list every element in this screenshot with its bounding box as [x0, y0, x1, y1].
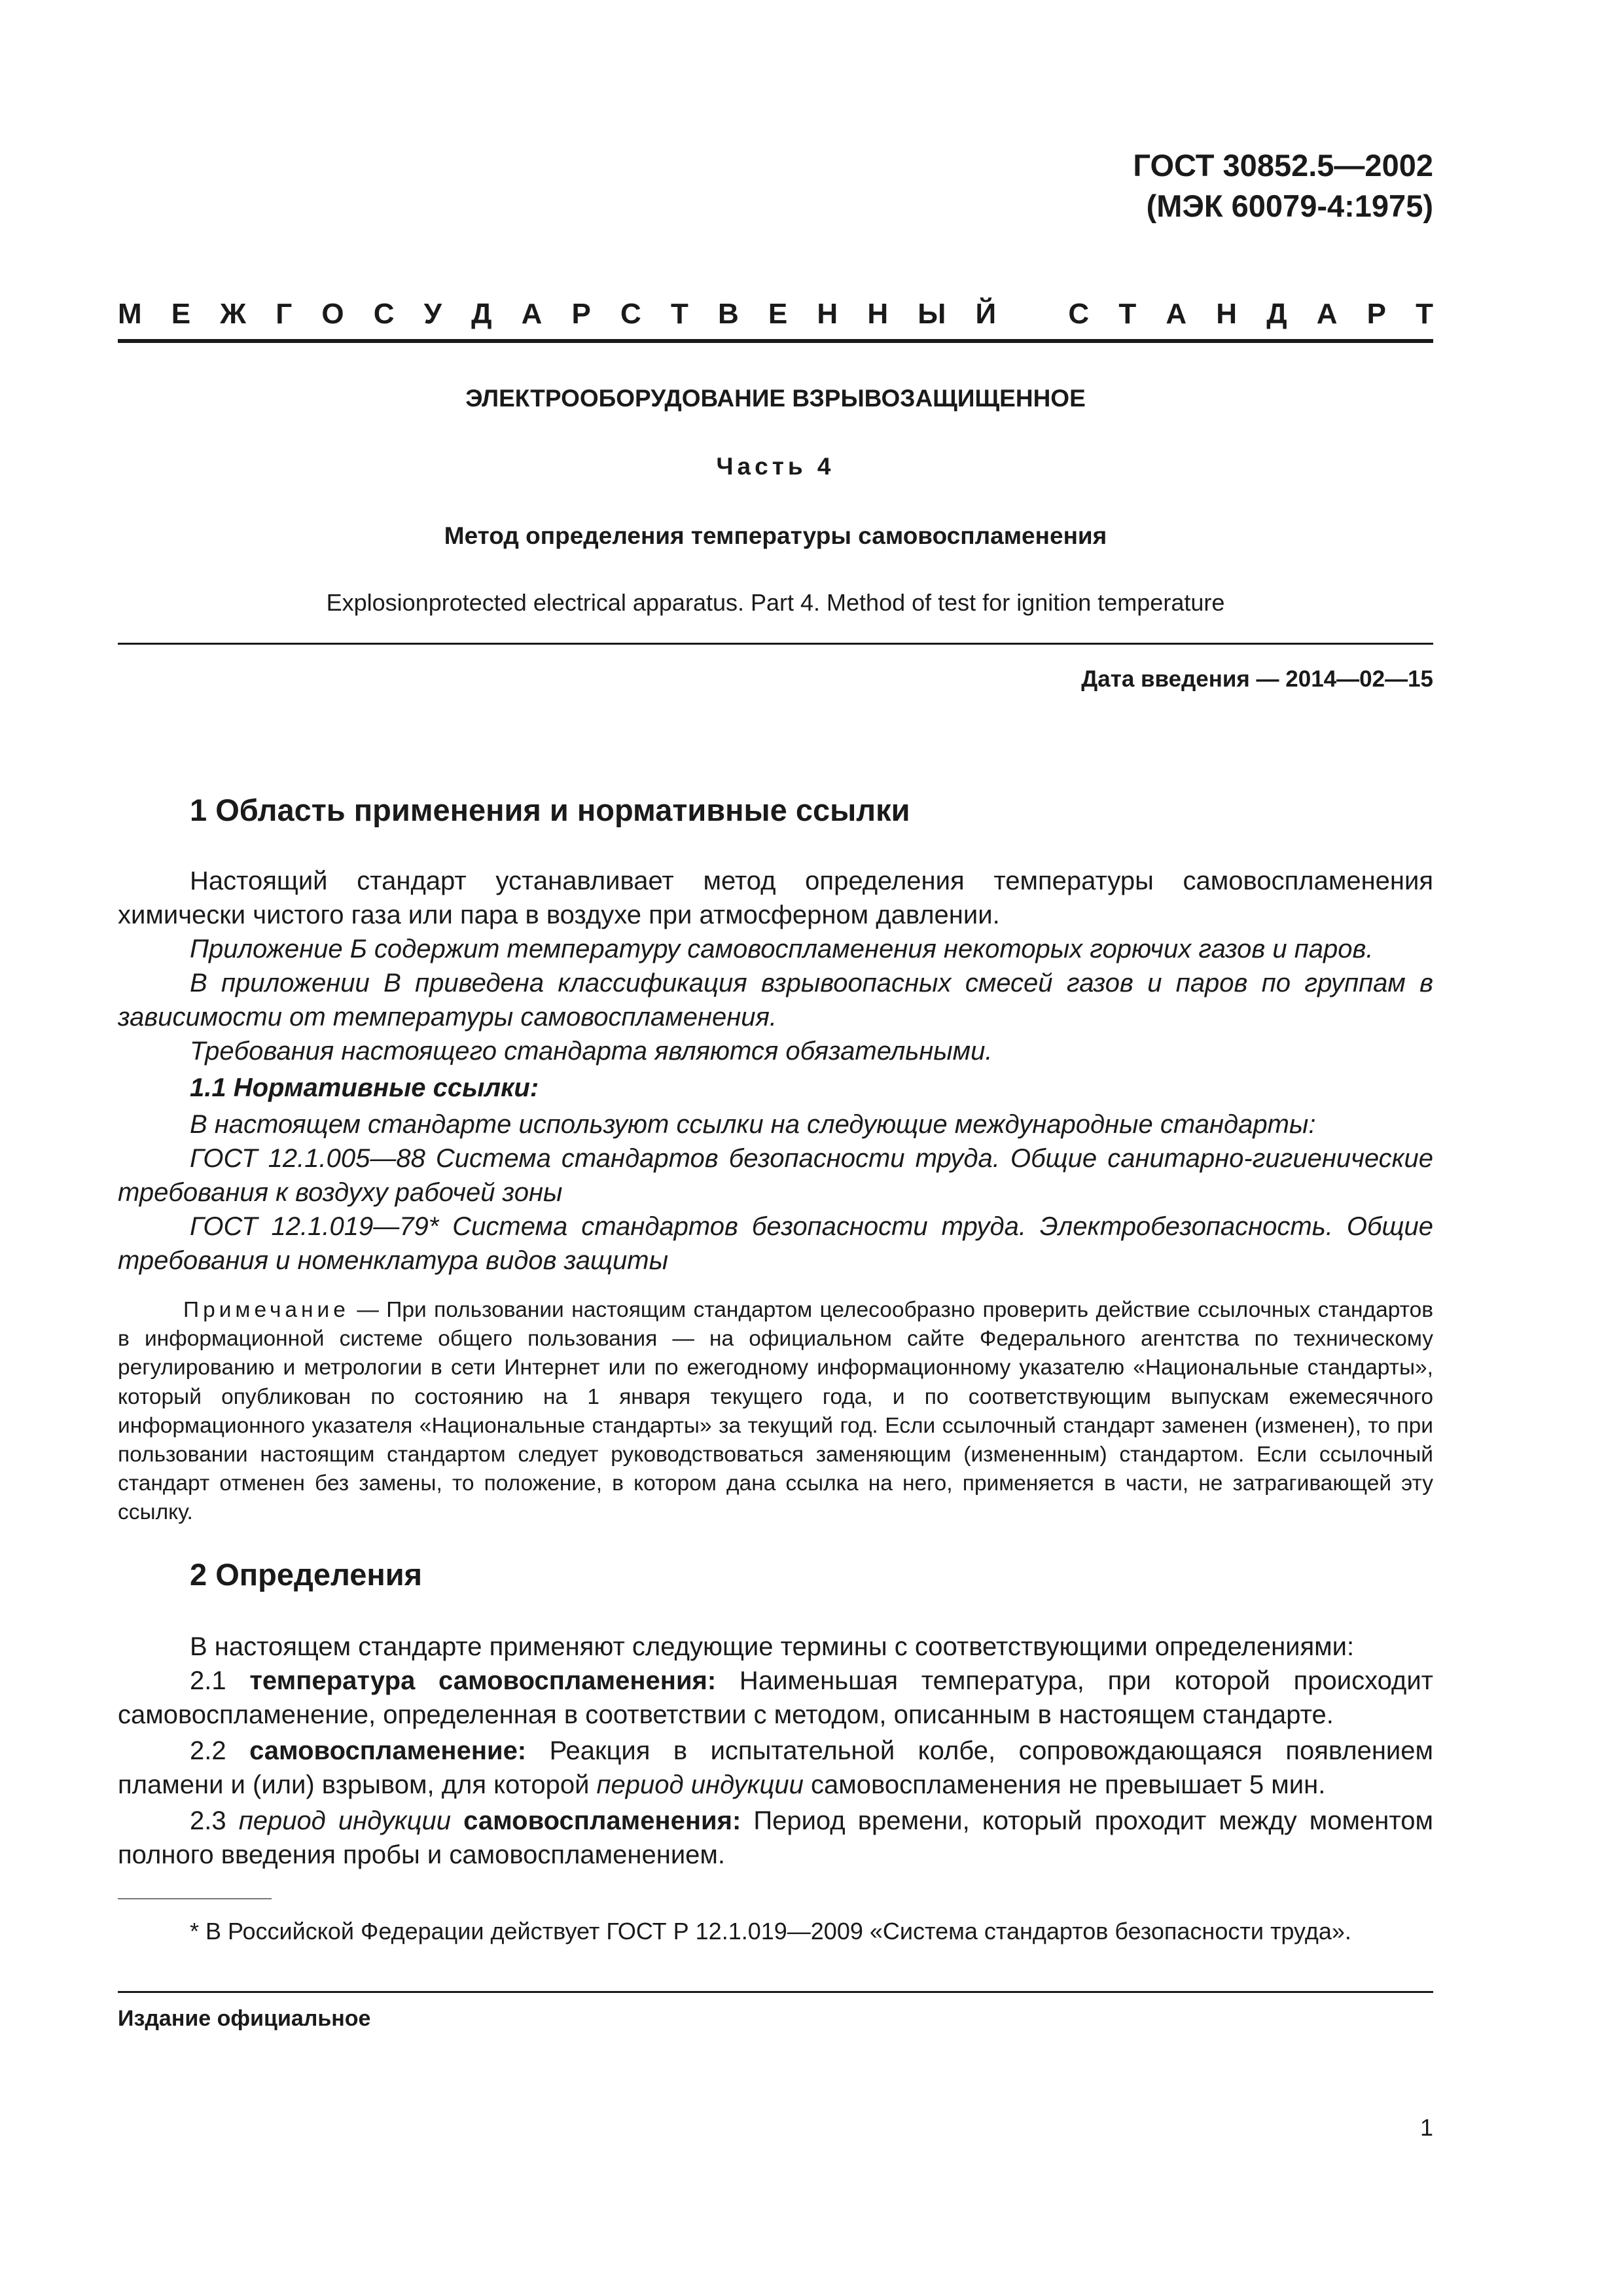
banner-letter: Т: [1118, 298, 1137, 330]
paragraph: Приложение Б содержит температуру самовоспламенения некоторых горючих газов и паров.: [190, 935, 1374, 963]
banner-letter: С: [1068, 298, 1090, 330]
page-number: 1: [1419, 2114, 1433, 2141]
banner-letter: Д: [471, 298, 492, 330]
footer-rule: [118, 1991, 1433, 1993]
official-edition-label: Издание официальное: [118, 2006, 371, 2031]
section-2-text: [118, 1630, 1433, 1872]
banner-letter: Т: [1416, 298, 1433, 330]
banner-letter: У: [423, 298, 442, 330]
banner-letter: [1026, 295, 1039, 334]
banner-letter: Г: [276, 298, 293, 330]
footnote: * В Российской Федерации действует ГОСТ Р 12.1.019—2009 «Система стандартов безопасности труда».: [190, 1918, 1351, 1945]
banner-letter: В: [718, 298, 739, 330]
paragraph: В приложении В приведена классификация взрывоопасных смесей газов и паров по группам в зависимости от температуры самовоспламенения.: [118, 969, 1433, 1031]
banner-letter: О: [321, 298, 344, 330]
banner-letter: Т: [670, 298, 688, 330]
section-2-heading: 2 Определения: [190, 1557, 423, 1592]
banner-letter: А: [1316, 298, 1338, 330]
banner-letter: Е: [171, 298, 191, 330]
banner-letter: Р: [1366, 298, 1386, 330]
footnote-rule: [118, 1898, 272, 1899]
banner-letter: Й: [975, 298, 997, 330]
banner-letter: Е: [768, 298, 788, 330]
document-title: ЭЛЕКТРООБОРУДОВАНИЕ ВЗРЫВОЗАЩИЩЕННОЕ: [465, 385, 1086, 412]
part-label: Часть 4: [716, 453, 835, 480]
definition-2-2: 2.2 самовоспламенение: Реакция в испытательной колбе, сопровождающаяся появлением пламени и (или) взрывом, для которой период индукции самовоспламенения не превышает 5 мин.: [118, 1736, 1433, 1799]
subsection-heading: 1.1 Нормативные ссылки:: [190, 1073, 539, 1102]
paragraph: Требования настоящего стандарта являются обязательными.: [190, 1037, 993, 1066]
banner-letter: М: [118, 298, 142, 330]
interstate-standard-banner: [118, 295, 1433, 334]
definition-2-3: 2.3 период индукции самовоспламенения: Период времени, который проходит между моментом полного введения пробы и самовоспламенением.: [118, 1806, 1434, 1869]
banner-letter: А: [1166, 298, 1187, 330]
banner-letter: Д: [1266, 298, 1287, 330]
banner-letter: Ы: [918, 298, 946, 330]
header-rule: [118, 339, 1433, 343]
paragraph: В настоящем стандарте применяют следующие термины с соответствующими определениями:: [190, 1632, 1355, 1661]
definition-2-1: 2.1 температура самовоспламенения: Наименьшая температура, при которой происходит самовоспламенение, определенная в соответствии с методом, описанным в настоящем стандарте.: [118, 1666, 1433, 1729]
section-1-text: [118, 864, 1433, 1278]
banner-letter: Р: [571, 298, 591, 330]
reference-item: ГОСТ 12.1.019—79* Система стандартов безопасности труда. Электробезопасность. Общие требования и номенклатура видов защиты: [118, 1212, 1433, 1275]
gost-designation: ГОСТ 30852.5—2002: [1133, 148, 1433, 183]
english-title: Explosionprotected electrical apparatus. Part 4. Method of test for ignition temperature: [326, 589, 1225, 616]
paragraph: Настоящий стандарт устанавливает метод определения температуры самовоспламенения химически чистого газа или пара в воздухе при атмосферном давлении.: [118, 867, 1433, 929]
banner-letter: Н: [817, 298, 838, 330]
paragraph: В настоящем стандарте используют ссылки на следующие международные стандарты:: [190, 1110, 1316, 1139]
reference-item: ГОСТ 12.1.005—88 Система стандартов безопасности труда. Общие санитарно-гигиенические требования к воздуху рабочей зоны: [118, 1144, 1433, 1207]
banner-letter: А: [521, 298, 543, 330]
section-1-heading: 1 Область применения и нормативные ссылки: [190, 793, 910, 827]
document-subtitle: Метод определения температуры самовоспламенения: [444, 522, 1107, 549]
banner-letter: С: [620, 298, 641, 330]
banner-letter: Ж: [220, 298, 247, 330]
gost-number: [1133, 145, 1433, 226]
note-text: — При пользовании настоящим стандартом целесообразно проверить действие ссылочных стандартов в информационной системе общего пользования — на официальном сайте Федерального агентства по техническому регулированию и метрологии в сети Интернет или по ежегодному информационному указателю «Национальные стандарты», который опубликован по состоянию на 1 января текущего года, и по соответствующим выпускам ежемесячного информационного указателя «Национальные стандарты» за текущий год. Если ссылочный стандарт заменен (изменен), то при пользовании настоящим стандартом следует руководствоваться заменяющим (измененным) стандартом. Если ссылочный стандарт отменен без замены, то положение, в котором дана ссылка на него, применяется в части, не затрагивающей эту ссылку.: [118, 1298, 1433, 1525]
note-label: Примечание: [183, 1298, 349, 1322]
banner-letter: С: [373, 298, 395, 330]
banner-letter: Н: [867, 298, 889, 330]
iec-designation: (МЭК 60079-4:1975): [1146, 188, 1433, 223]
note: [118, 1296, 1433, 1528]
banner-letter: Н: [1216, 298, 1238, 330]
introduction-date: Дата введения — 2014—02—15: [1081, 666, 1433, 692]
title-rule: [118, 643, 1433, 645]
